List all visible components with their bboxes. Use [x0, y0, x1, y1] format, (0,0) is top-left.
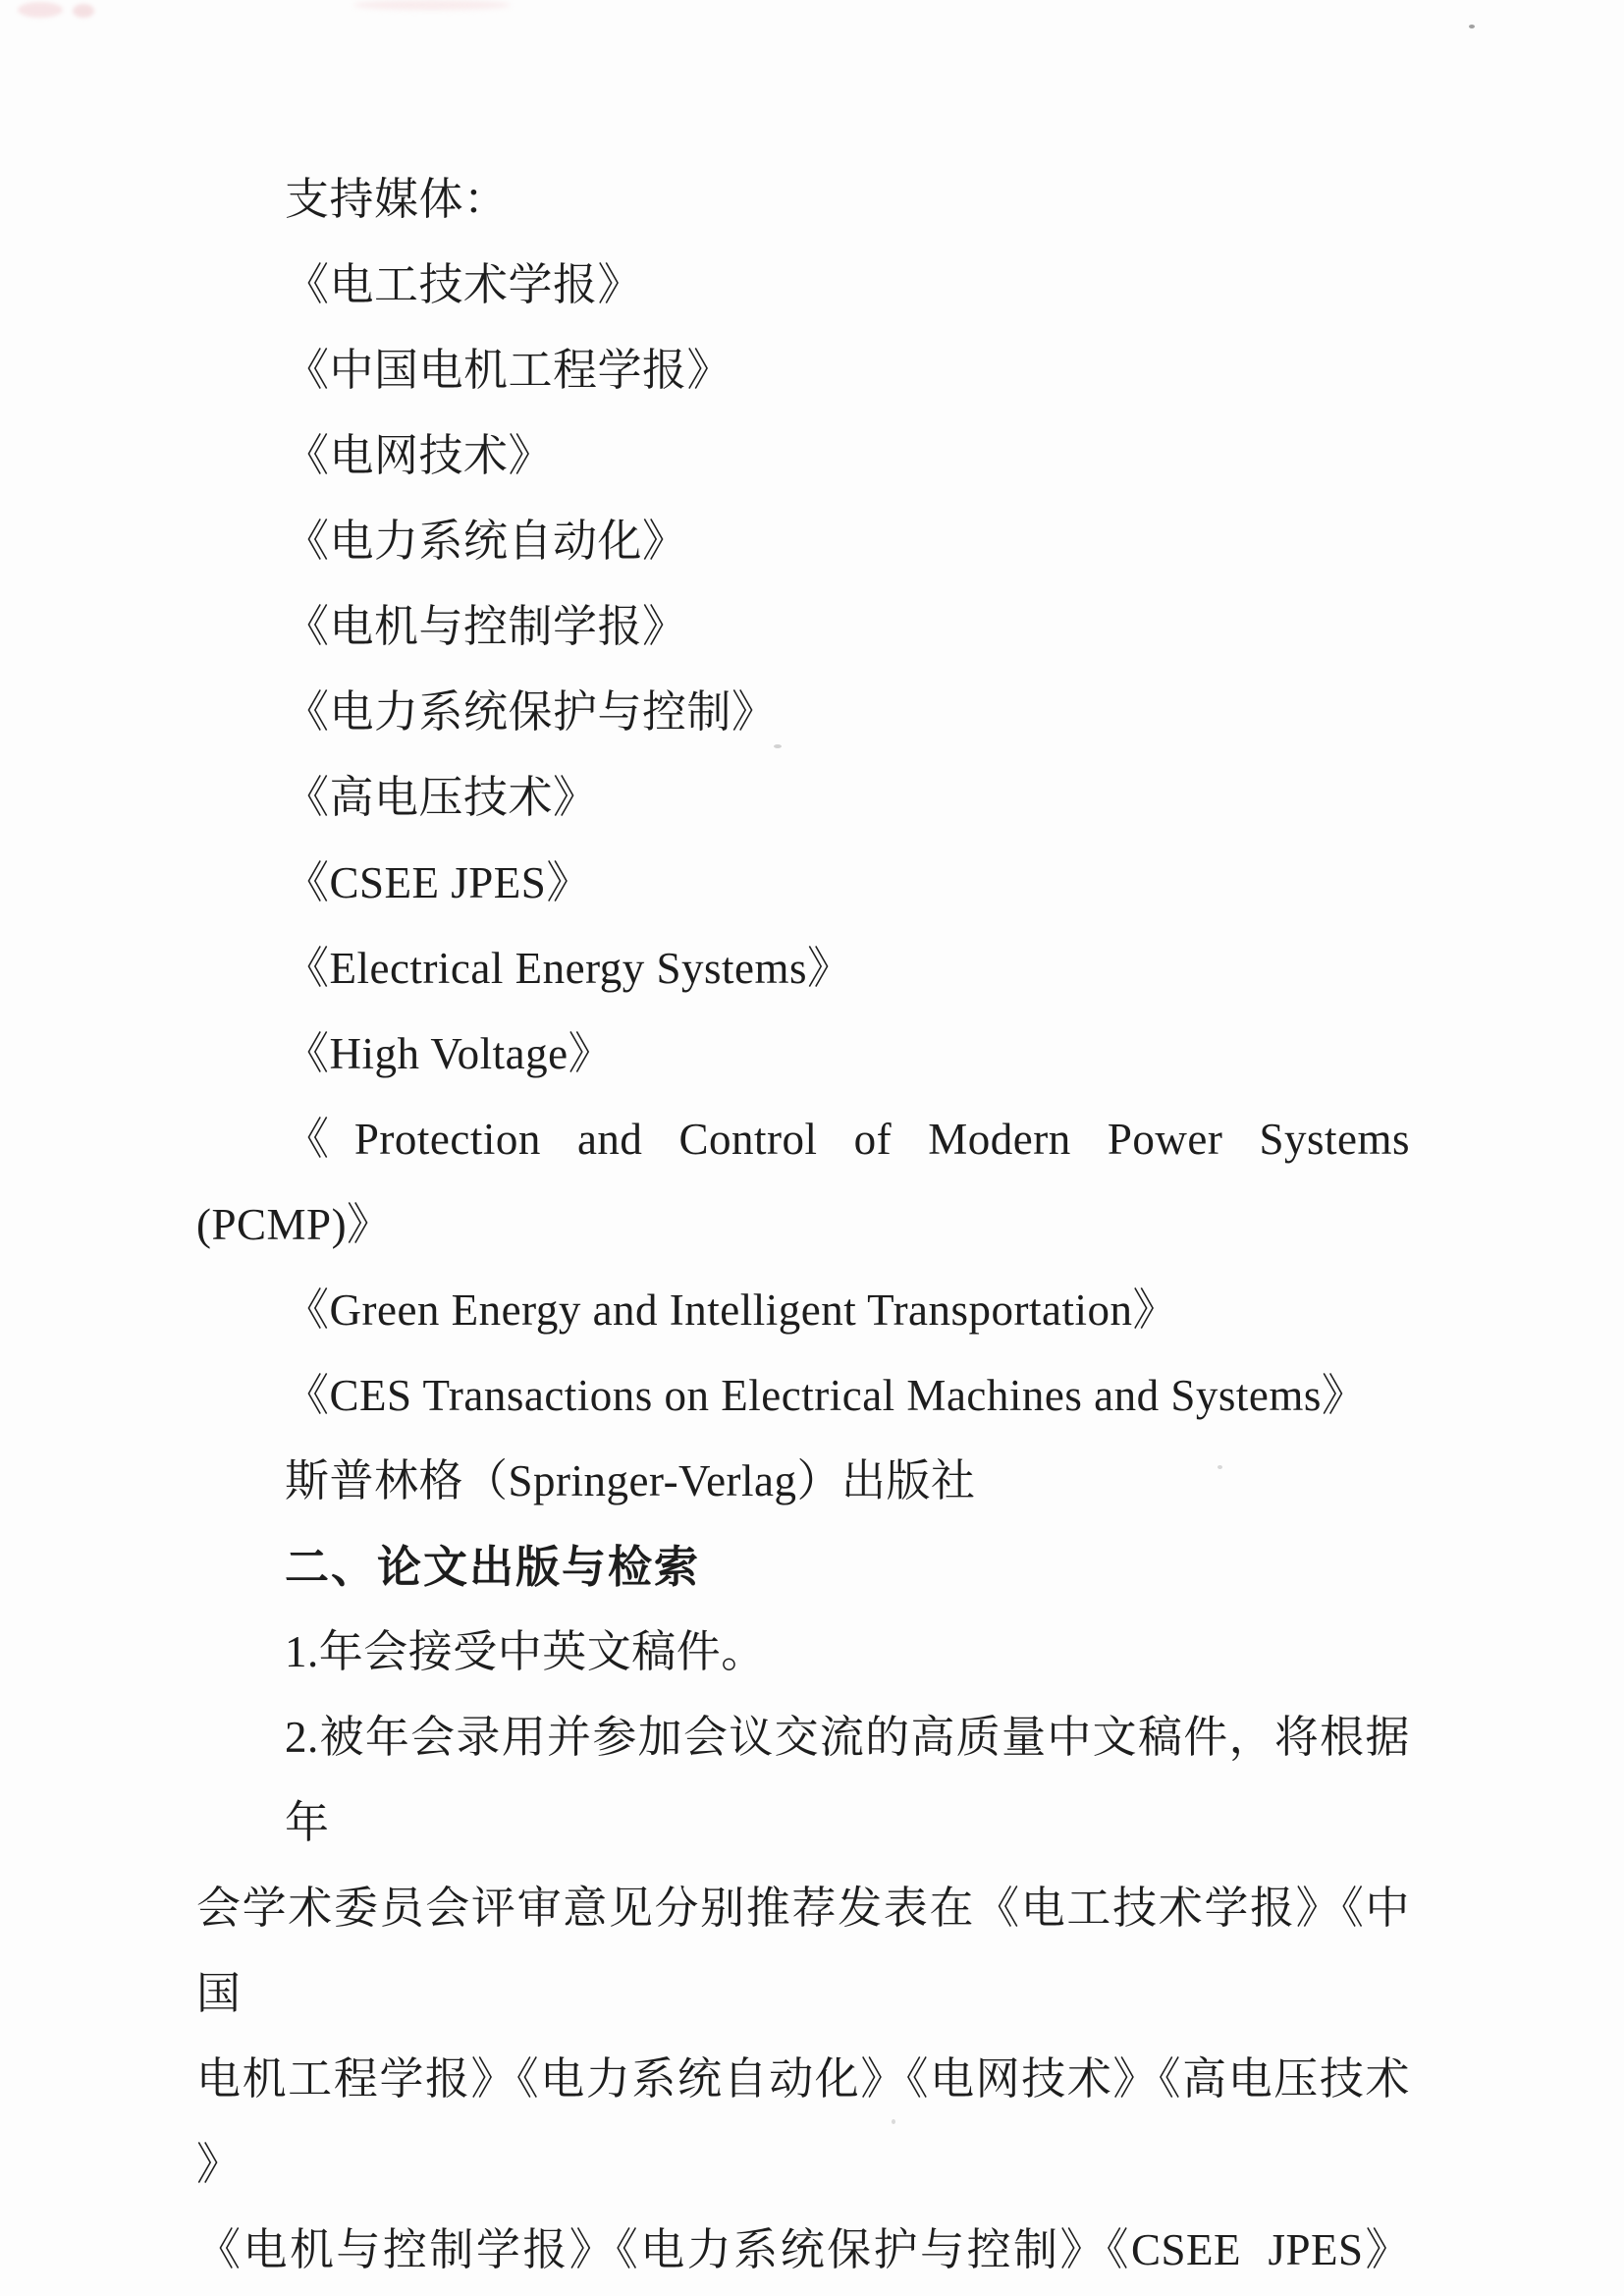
document-line: 《Electrical Energy Systems》 — [285, 944, 852, 993]
document-line: 《CES Transactions on Electrical Machines and Systems》 — [285, 1371, 1367, 1420]
scan-artifact — [18, 2, 63, 18]
document-line: 《电网技术》 — [285, 431, 554, 480]
document-line: 斯普林格（Springer-Verlag）出版社 — [285, 1456, 976, 1505]
scan-artifact — [1469, 25, 1475, 28]
document-line: 《电机与控制学报》《电力系统保护与控制》《CSEE JPES》 — [196, 2225, 1410, 2274]
document-body — [196, 157, 1422, 2293]
document-line: 《High Voltage》 — [285, 1029, 614, 1078]
document-line: 《电力系统保护与控制》 — [285, 687, 777, 737]
document-line: 《电机与控制学报》 — [285, 602, 687, 651]
document-line: 《CSEE JPES》 — [285, 858, 591, 907]
document-line: (PCMP)》 — [196, 1200, 392, 1249]
document-line: 《电力系统自动化》 — [285, 517, 687, 566]
document-line: 《高电压技术》 — [285, 773, 598, 822]
scan-artifact — [73, 4, 94, 18]
document-line: 电机工程学报》《电力系统自动化》《电网技术》《高电压技术 》 — [196, 2054, 1422, 2189]
scan-artifact — [353, 0, 511, 10]
document-line: 《电工技术学报》 — [285, 260, 643, 309]
document-line: 会学术委员会评审意见分别推荐发表在《电工技术学报》《中国 — [196, 1884, 1410, 2018]
section-heading: 二、论文出版与检索 — [285, 1542, 701, 1592]
document-line: 1.年会接受中英文稿件。 — [285, 1627, 766, 1676]
document-line: 《Green Energy and Intelligent Transportation》 — [285, 1285, 1178, 1335]
document-line: 《Protection and Control of Modern Power Systems — [285, 1115, 1410, 1164]
document-line: 《中国电机工程学报》 — [285, 346, 732, 395]
document-line: 支持媒体： — [285, 175, 509, 224]
document-line: 2.被年会录用并参加会议交流的高质量中文稿件，将根据年 — [285, 1713, 1410, 1847]
